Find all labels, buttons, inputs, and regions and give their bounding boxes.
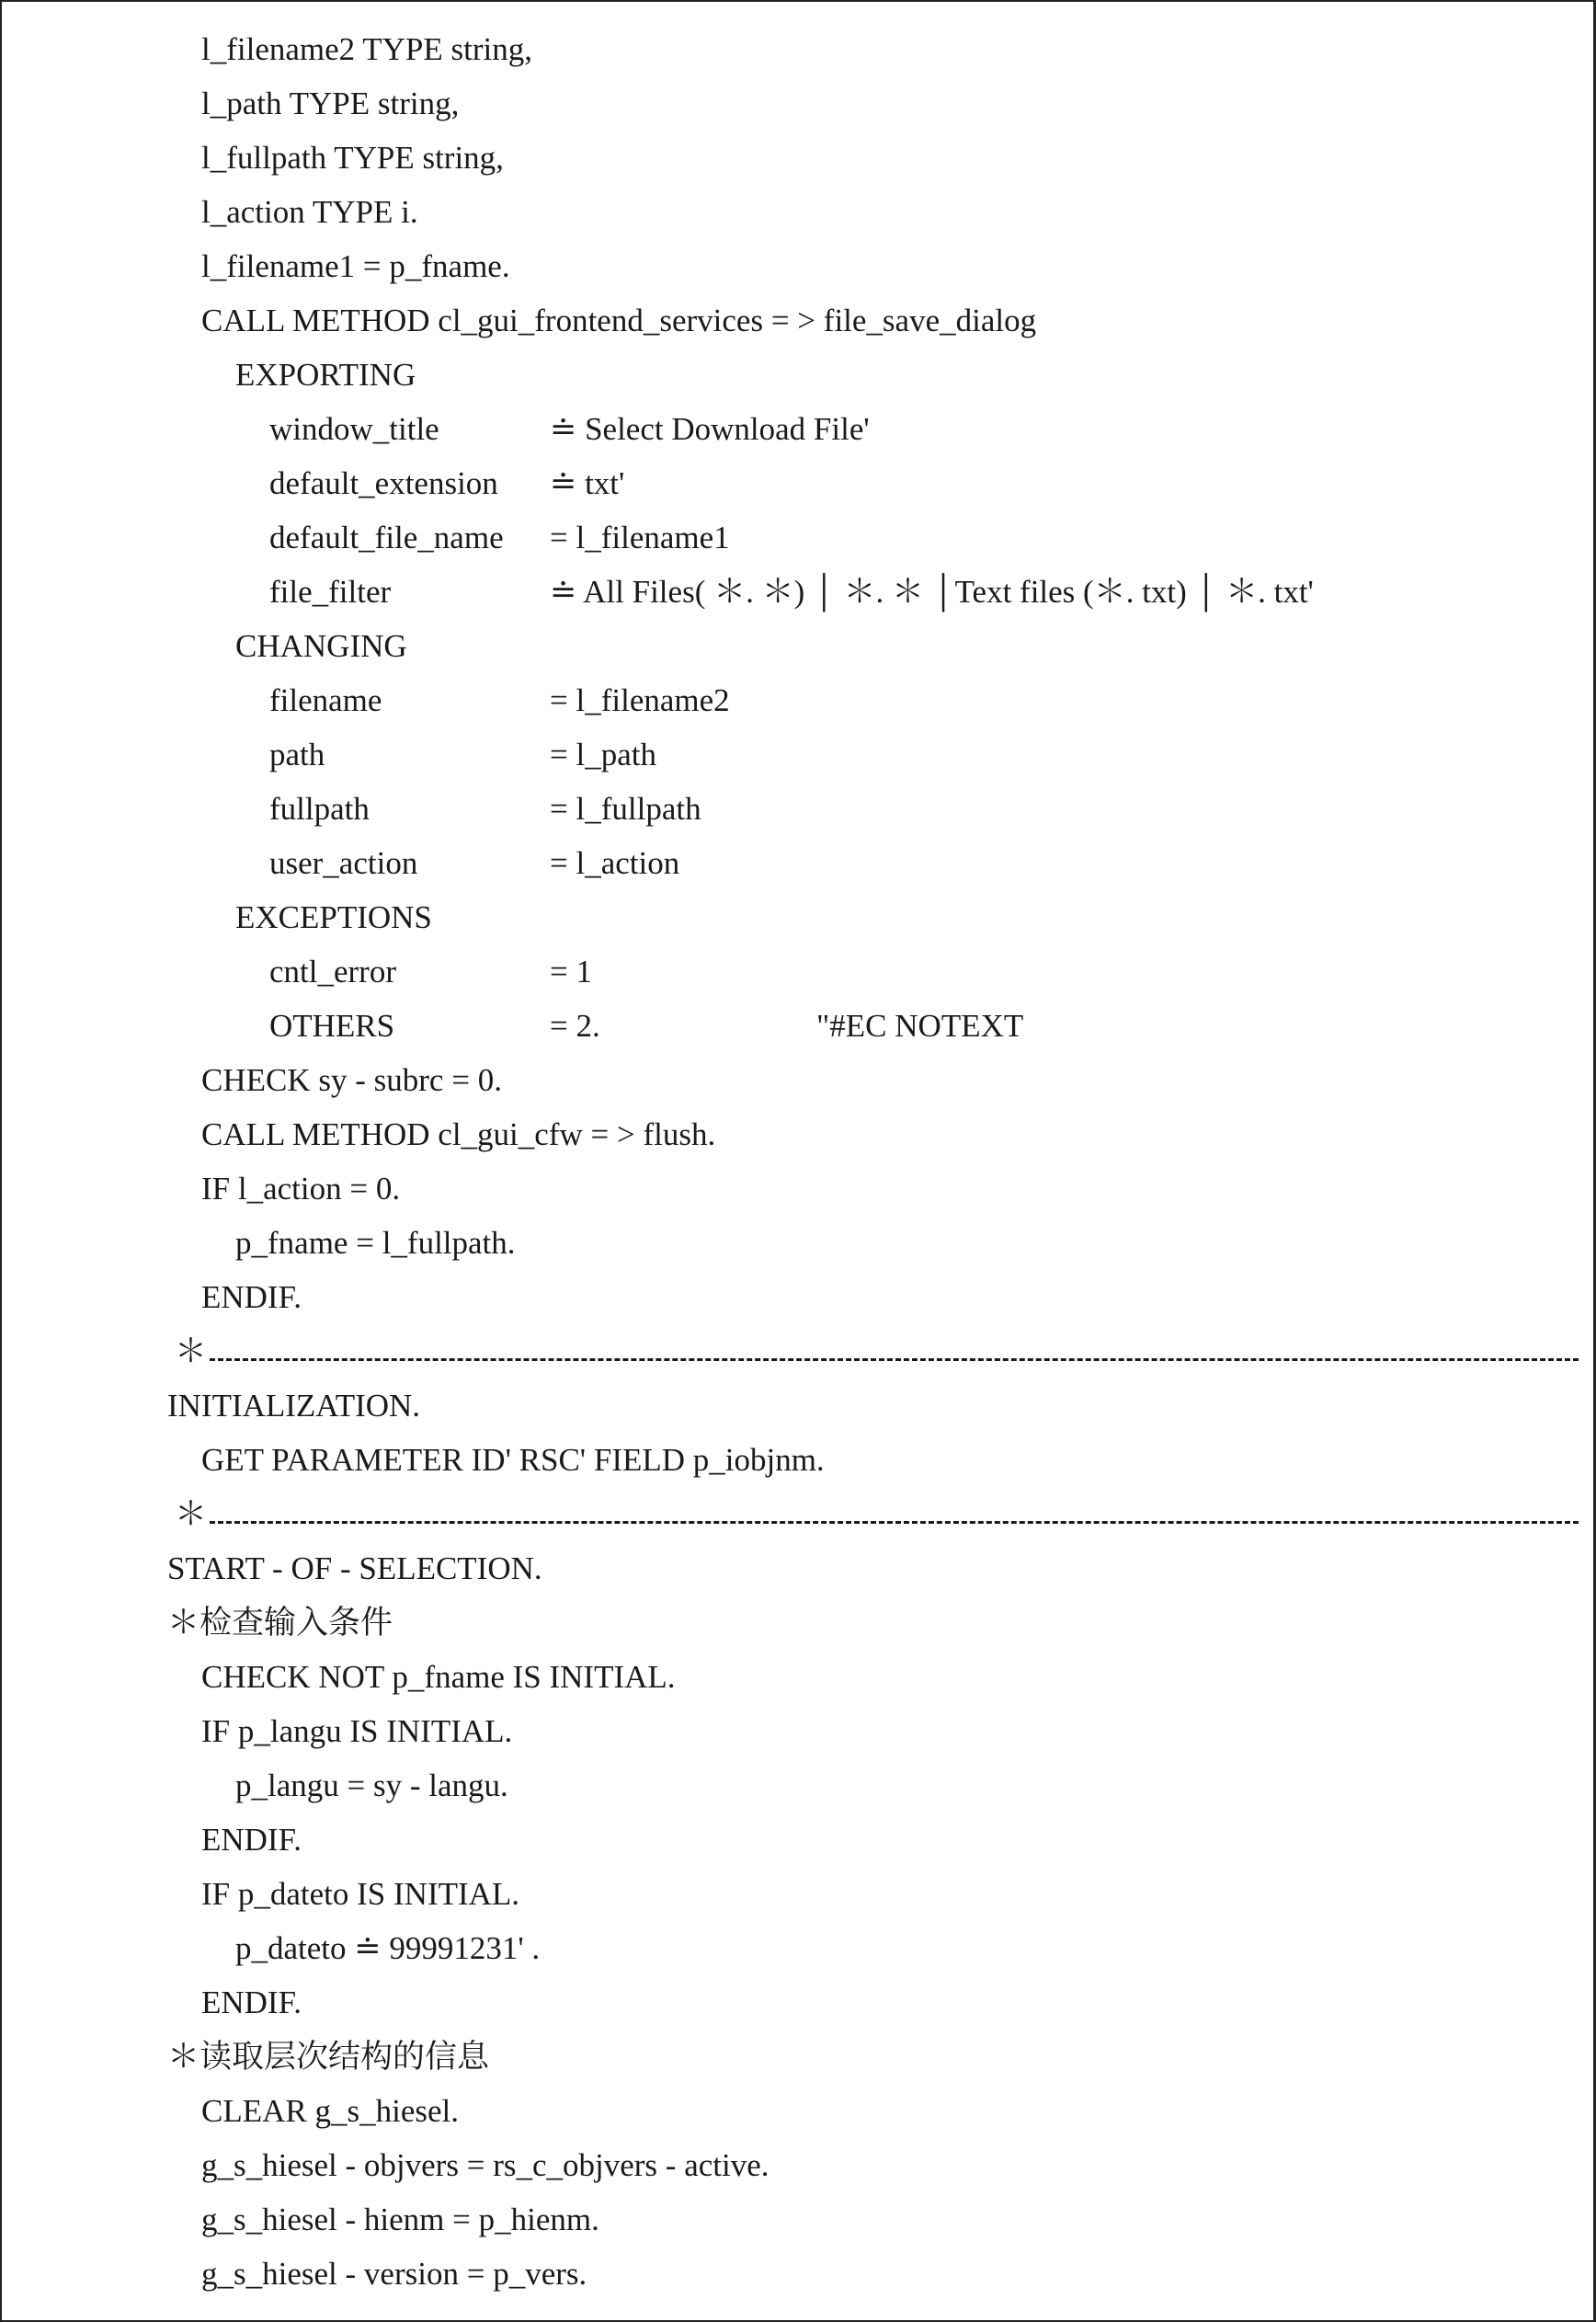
code-line bbox=[0, 80, 1596, 134]
code-line bbox=[0, 894, 1596, 948]
code-line bbox=[0, 2142, 1596, 2196]
code-line bbox=[0, 623, 1596, 677]
code-text: p_dateto ≐ 99991231' . bbox=[235, 1930, 541, 1966]
code-text: l_action TYPE i. bbox=[201, 194, 418, 230]
code-listing bbox=[0, 26, 1596, 2305]
parameter-value: = l_action bbox=[550, 845, 680, 881]
code-text: CHANGING bbox=[235, 628, 407, 664]
code-line bbox=[0, 2088, 1596, 2142]
code-text: default_extension bbox=[269, 465, 498, 501]
code-line bbox=[0, 2033, 1596, 2088]
code-text: g_s_hiesel - objvers = rs_c_objvers - active. bbox=[201, 2147, 770, 2183]
code-line bbox=[0, 731, 1596, 785]
parameter-value: ≐ txt' bbox=[550, 465, 625, 501]
code-text: CALL METHOD cl_gui_frontend_services = > file_save_dialog bbox=[201, 303, 1037, 338]
code-line bbox=[0, 1002, 1596, 1057]
code-line bbox=[0, 2196, 1596, 2250]
code-text: g_s_hiesel - version = p_vers. bbox=[201, 2256, 587, 2292]
code-line bbox=[0, 1165, 1596, 1219]
code-line bbox=[0, 1925, 1596, 1979]
comment-rule bbox=[167, 1491, 1579, 1538]
code-line bbox=[0, 1816, 1596, 1870]
dash-rule bbox=[210, 1521, 1579, 1524]
code-text: GET PARAMETER ID' RSC' FIELD p_iobjnm. bbox=[201, 1442, 825, 1478]
parameter-value: ≐ All Files( ＊. ＊) │ ＊. ＊ │Text files (＊. txt) │ ＊. txt' bbox=[550, 574, 1314, 610]
code-text: fullpath bbox=[269, 791, 370, 827]
code-line bbox=[0, 1057, 1596, 1111]
code-text: path bbox=[269, 737, 325, 772]
parameter-value: = l_fullpath bbox=[550, 791, 701, 827]
code-line bbox=[0, 1762, 1596, 1816]
code-text: ENDIF. bbox=[201, 1279, 302, 1315]
parameter-value: = 1 bbox=[550, 954, 592, 989]
code-line bbox=[0, 1436, 1596, 1491]
code-text: INITIALIZATION. bbox=[167, 1388, 421, 1424]
code-line bbox=[0, 1111, 1596, 1165]
code-text: p_fname = l_fullpath. bbox=[235, 1225, 516, 1261]
code-text: START - OF - SELECTION. bbox=[167, 1550, 542, 1586]
code-line bbox=[0, 514, 1596, 568]
code-line bbox=[0, 1382, 1596, 1436]
code-text: CLEAR g_s_hiesel. bbox=[201, 2093, 459, 2129]
code-line bbox=[0, 785, 1596, 840]
comment-rule bbox=[167, 1328, 1579, 1376]
code-text: IF l_action = 0. bbox=[201, 1171, 401, 1207]
code-text: CHECK NOT p_fname IS INITIAL. bbox=[201, 1659, 676, 1695]
parameter-value: = l_path bbox=[550, 737, 656, 772]
code-line bbox=[0, 1274, 1596, 1328]
code-text: file_filter bbox=[269, 574, 392, 610]
code-text: EXPORTING bbox=[235, 357, 416, 393]
code-line bbox=[0, 243, 1596, 297]
code-text: IF p_langu IS INITIAL. bbox=[201, 1713, 513, 1749]
comment-marker: ＊ bbox=[175, 1333, 208, 1369]
parameter-value: = l_filename2 bbox=[550, 682, 730, 718]
code-text: OTHERS bbox=[269, 1008, 395, 1044]
code-line bbox=[0, 1653, 1596, 1708]
code-line bbox=[0, 460, 1596, 514]
code-line bbox=[0, 677, 1596, 731]
code-text: window_title bbox=[269, 411, 439, 447]
code-text: l_fullpath TYPE string, bbox=[201, 140, 504, 176]
code-text: CALL METHOD cl_gui_cfw = > flush. bbox=[201, 1116, 716, 1152]
code-line bbox=[0, 2250, 1596, 2305]
code-text: l_path TYPE string, bbox=[201, 86, 460, 121]
code-line bbox=[0, 1979, 1596, 2033]
code-line bbox=[0, 840, 1596, 894]
code-line bbox=[0, 297, 1596, 351]
code-text: CHECK sy - subrc = 0. bbox=[201, 1062, 502, 1098]
code-line bbox=[0, 134, 1596, 189]
code-text: default_file_name bbox=[269, 520, 504, 555]
code-line bbox=[0, 1870, 1596, 1925]
code-line bbox=[0, 1708, 1596, 1762]
parameter-value: = 2. bbox=[550, 1008, 600, 1044]
code-text: l_filename2 TYPE string, bbox=[201, 31, 532, 67]
code-text: IF p_dateto IS INITIAL. bbox=[201, 1876, 520, 1912]
code-text: filename bbox=[269, 682, 382, 718]
code-line bbox=[0, 1219, 1596, 1274]
code-text: ENDIF. bbox=[201, 1985, 302, 2020]
code-text: l_filename1 = p_fname. bbox=[201, 248, 510, 284]
code-text: ENDIF. bbox=[201, 1822, 302, 1858]
parameter-value: ≐ Select Download File' bbox=[550, 411, 870, 447]
parameter-value: = l_filename1 bbox=[550, 520, 730, 555]
separator-line bbox=[0, 1491, 1596, 1545]
code-line bbox=[0, 26, 1596, 80]
dash-rule bbox=[210, 1358, 1579, 1361]
code-text: user_action bbox=[269, 845, 418, 881]
code-text: ＊检查输入条件 bbox=[167, 1605, 393, 1641]
inline-comment: "#EC NOTEXT bbox=[816, 1008, 1024, 1044]
comment-marker: ＊ bbox=[175, 1496, 208, 1532]
code-line bbox=[0, 189, 1596, 243]
code-line bbox=[0, 1599, 1596, 1653]
code-text: ＊读取层次结构的信息 bbox=[167, 2039, 490, 2075]
code-line bbox=[0, 568, 1596, 623]
separator-line bbox=[0, 1328, 1596, 1382]
code-text: cntl_error bbox=[269, 954, 396, 989]
code-line bbox=[0, 406, 1596, 460]
code-line bbox=[0, 1545, 1596, 1599]
code-line bbox=[0, 948, 1596, 1002]
code-text: p_langu = sy - langu. bbox=[235, 1767, 508, 1803]
code-text: g_s_hiesel - hienm = p_hienm. bbox=[201, 2202, 599, 2237]
code-line bbox=[0, 351, 1596, 406]
code-text: EXCEPTIONS bbox=[235, 899, 432, 935]
